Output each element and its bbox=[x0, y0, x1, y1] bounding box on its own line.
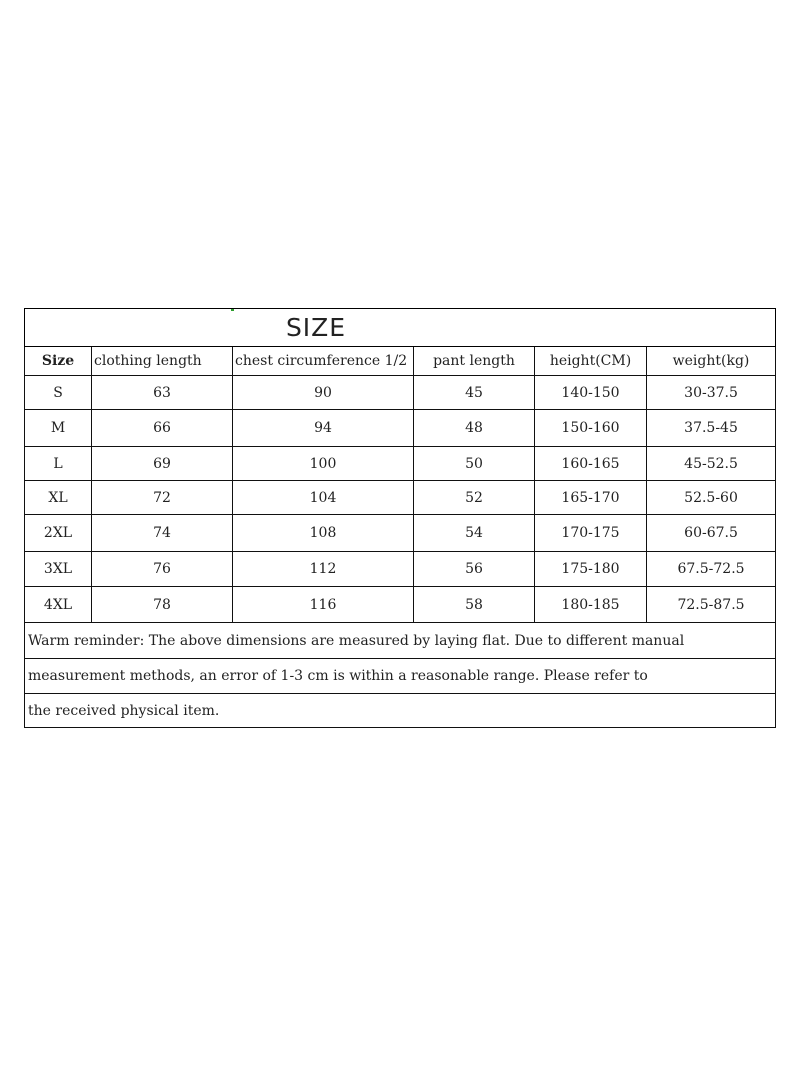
table-row bbox=[25, 410, 776, 447]
table-row bbox=[25, 515, 776, 552]
table-title: SIZE bbox=[285, 313, 347, 342]
pant-length-cell: 56 bbox=[414, 552, 535, 587]
table-header-row bbox=[25, 347, 776, 376]
chest-cell: 112 bbox=[233, 552, 414, 587]
clothing-length-cell: 66 bbox=[92, 410, 233, 447]
chest-cell: 116 bbox=[233, 587, 414, 623]
pant-length-cell: 52 bbox=[414, 481, 535, 515]
column-header-weight: weight(kg) bbox=[647, 347, 776, 376]
height-cell: 160-165 bbox=[535, 447, 647, 481]
weight-cell: 52.5-60 bbox=[647, 481, 776, 515]
height-cell: 140-150 bbox=[535, 376, 647, 410]
height-cell: 170-175 bbox=[535, 515, 647, 552]
note-line-2: measurement methods, an error of 1-3 cm is within a reasonable range. Please refer to bbox=[25, 659, 776, 694]
weight-cell: 37.5-45 bbox=[647, 410, 776, 447]
pant-length-cell: 45 bbox=[414, 376, 535, 410]
size-cell: L bbox=[25, 447, 92, 481]
column-header-pant-length: pant length bbox=[414, 347, 535, 376]
column-header-chest-circumference: chest circumference 1/2 bbox=[233, 347, 414, 376]
note-row bbox=[25, 659, 776, 694]
pant-length-cell: 58 bbox=[414, 587, 535, 623]
clothing-length-cell: 78 bbox=[92, 587, 233, 623]
weight-cell: 72.5-87.5 bbox=[647, 587, 776, 623]
table-row bbox=[25, 552, 776, 587]
table-title-cell bbox=[25, 309, 776, 347]
note-row bbox=[25, 694, 776, 728]
clothing-length-cell: 63 bbox=[92, 376, 233, 410]
height-cell: 150-160 bbox=[535, 410, 647, 447]
size-cell: 3XL bbox=[25, 552, 92, 587]
table-row bbox=[25, 376, 776, 410]
note-line-1: Warm reminder: The above dimensions are measured by laying flat. Due to different manual bbox=[25, 623, 776, 659]
column-header-height: height(CM) bbox=[535, 347, 647, 376]
size-cell: 4XL bbox=[25, 587, 92, 623]
weight-cell: 45-52.5 bbox=[647, 447, 776, 481]
note-line-3: the received physical item. bbox=[25, 694, 776, 728]
chest-cell: 90 bbox=[233, 376, 414, 410]
clothing-length-cell: 76 bbox=[92, 552, 233, 587]
table-row bbox=[25, 587, 776, 623]
pant-length-cell: 54 bbox=[414, 515, 535, 552]
note-row bbox=[25, 623, 776, 659]
chest-cell: 100 bbox=[233, 447, 414, 481]
chest-cell: 108 bbox=[233, 515, 414, 552]
size-cell: M bbox=[25, 410, 92, 447]
column-header-clothing-length: clothing length bbox=[92, 347, 233, 376]
chest-cell: 104 bbox=[233, 481, 414, 515]
height-cell: 175-180 bbox=[535, 552, 647, 587]
column-header-size: Size bbox=[25, 347, 92, 376]
size-chart-table bbox=[24, 308, 776, 728]
size-cell: 2XL bbox=[25, 515, 92, 552]
table-row bbox=[25, 447, 776, 481]
chest-cell: 94 bbox=[233, 410, 414, 447]
clothing-length-cell: 69 bbox=[92, 447, 233, 481]
table-row bbox=[25, 481, 776, 515]
clothing-length-cell: 74 bbox=[92, 515, 233, 552]
weight-cell: 30-37.5 bbox=[647, 376, 776, 410]
size-cell: S bbox=[25, 376, 92, 410]
pant-length-cell: 48 bbox=[414, 410, 535, 447]
height-cell: 180-185 bbox=[535, 587, 647, 623]
height-cell: 165-170 bbox=[535, 481, 647, 515]
pant-length-cell: 50 bbox=[414, 447, 535, 481]
size-cell: XL bbox=[25, 481, 92, 515]
clothing-length-cell: 72 bbox=[92, 481, 233, 515]
table-title-row bbox=[25, 309, 776, 347]
weight-cell: 67.5-72.5 bbox=[647, 552, 776, 587]
weight-cell: 60-67.5 bbox=[647, 515, 776, 552]
